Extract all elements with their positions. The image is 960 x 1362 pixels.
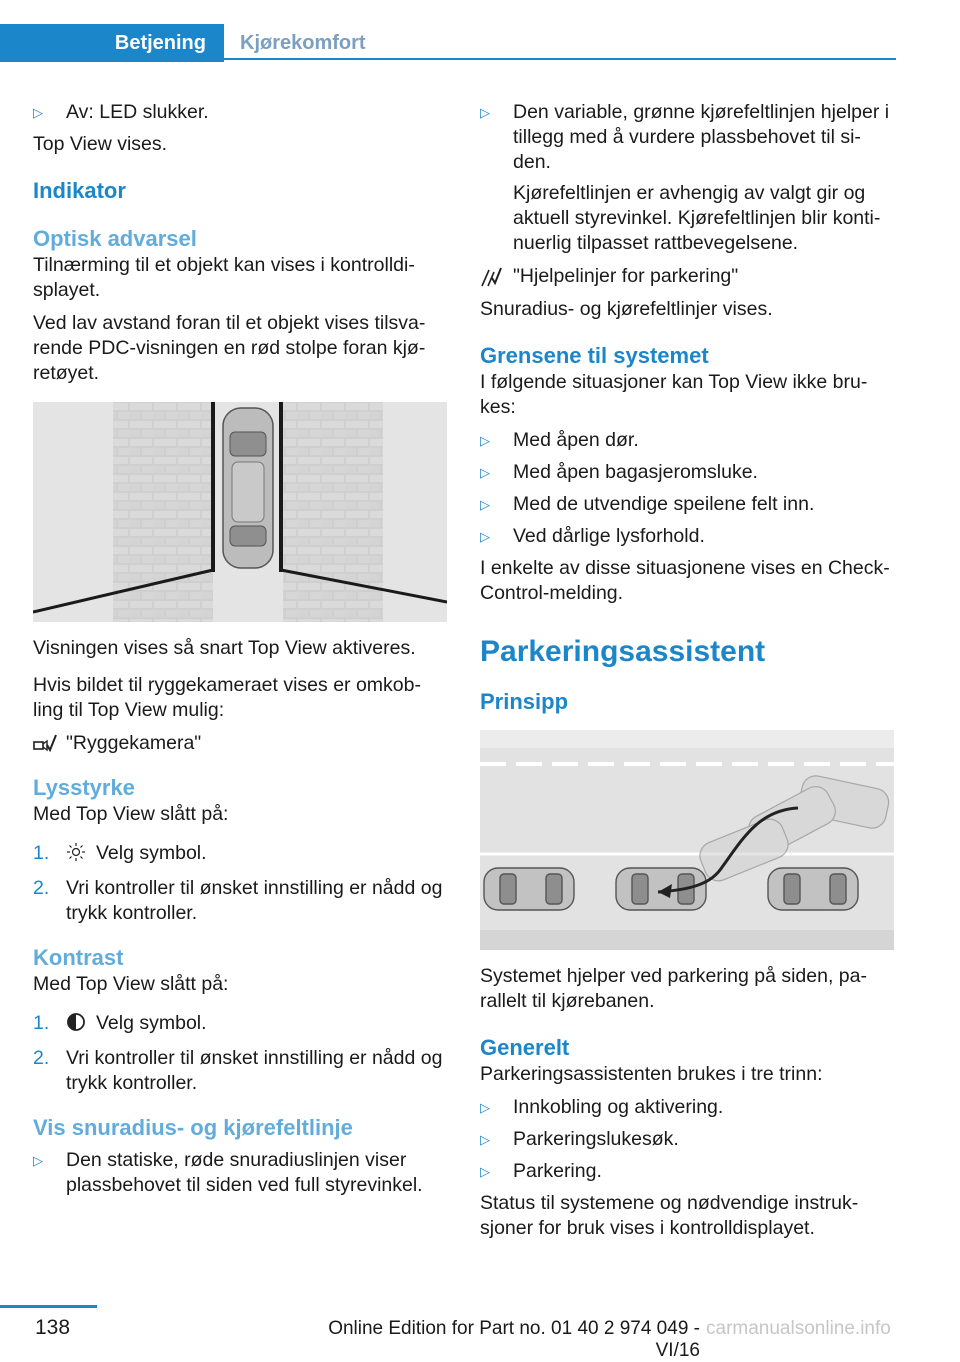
parking-figure — [480, 730, 894, 950]
paragraph: Hvis bildet til ryggekameraet vises er omkob-ling til Top View mulig: — [33, 674, 421, 721]
list-item — [480, 428, 896, 453]
parking-illustration — [480, 730, 894, 950]
bullet-text: Den statiske, røde snuradiuslinjen viser plassbehovet til siden ved full styrevinkel. — [66, 1149, 423, 1196]
topview-figure — [33, 402, 447, 622]
page-number: 138 — [35, 1316, 71, 1339]
list-item — [480, 1095, 896, 1120]
left-column — [33, 100, 449, 1205]
footer-rule — [0, 1305, 97, 1308]
bullet-text: Parkering. — [513, 1160, 602, 1182]
heading-optisk-advarsel: Optisk advarsel — [33, 226, 197, 251]
list-item — [480, 524, 896, 549]
sun-icon — [66, 842, 86, 869]
bullet-text: Med de utvendige speilene felt inn. — [513, 493, 815, 515]
parking-lines-icon — [480, 266, 513, 288]
bullet-text: Ved dårlige lysforhold. — [513, 525, 705, 547]
step-text: Velg symbol. — [96, 842, 207, 864]
step-text: Velg symbol. — [96, 1012, 207, 1034]
step-number: 2. — [33, 1047, 50, 1069]
list-item — [33, 1046, 449, 1096]
list-item — [33, 841, 449, 869]
camera-menu-icon — [33, 733, 66, 755]
list-item — [33, 1148, 449, 1198]
list-item — [33, 1011, 449, 1039]
paragraph: Snuradius- og kjørefeltlinjer vises. — [480, 298, 773, 320]
step-number: 2. — [33, 877, 50, 899]
tab-betjening[interactable]: Betjening — [0, 24, 224, 62]
chapter-tab-bar — [0, 24, 896, 62]
triangle-right-icon: ▷ — [33, 1153, 43, 1168]
list-item — [33, 876, 449, 926]
bullet-text: Den variable, grønne kjørefeltlinjen hjelper i tillegg med å vurdere plassbehovet til si-den. — [513, 101, 890, 173]
list-item — [33, 100, 449, 125]
heading-indikator: Indikator — [33, 178, 126, 203]
watermark: carmanualsonline.info — [706, 1318, 891, 1339]
step-number: 1. — [33, 1012, 50, 1034]
paragraph: Parkeringsassistenten brukes i tre trinn: — [480, 1063, 823, 1085]
menu-label: "Ryggekamera" — [66, 732, 202, 754]
bullet-text: Parkeringslukesøk. — [513, 1128, 679, 1150]
menu-label: "Hjelpelinjer for parkering" — [513, 265, 739, 287]
triangle-right-icon: ▷ — [480, 497, 490, 512]
heading-grensene: Grensene til systemet — [480, 343, 709, 368]
paragraph: Status til systemene og nødvendige instruk-sjoner for bruk vises i kontrolldisplayet. — [480, 1192, 859, 1239]
heading-parkeringsassistent: Parkeringsassistent — [480, 635, 766, 668]
list-item — [480, 1159, 896, 1184]
triangle-right-icon: ▷ — [33, 105, 43, 120]
paragraph: Med Top View slått på: — [33, 973, 229, 995]
step-text: Vri kontroller til ønsket innstilling er nådd og trykk kontroller. — [66, 1047, 443, 1094]
bullet-text: Innkobling og aktivering. — [513, 1096, 724, 1118]
triangle-right-icon: ▷ — [480, 105, 490, 120]
step-number: 1. — [33, 842, 50, 864]
paragraph: Ved lav avstand foran til et objekt vises tilsva-rende PDC-visningen en rød stolpe foran kjø-retøyet. — [33, 312, 426, 384]
step-text: Vri kontroller til ønsket innstilling er nådd og trykk kontroller. — [66, 877, 443, 924]
triangle-right-icon: ▷ — [480, 433, 490, 448]
edition-text: Online Edition for Part no. 01 40 2 974 049 - VI/16 — [328, 1318, 700, 1361]
paragraph: Tilnærming til et objekt kan vises i kontrolldi-splayet. — [33, 254, 415, 301]
triangle-right-icon: ▷ — [480, 529, 490, 544]
list-item — [480, 100, 896, 175]
heading-lysstyrke: Lysstyrke — [33, 775, 135, 800]
list-item — [480, 492, 896, 517]
paragraph: Top View vises. — [33, 133, 168, 155]
paragraph: Systemet hjelper ved parkering på siden, pa-rallelt til kjørebanen. — [480, 965, 867, 1012]
paragraph: Med Top View slått på: — [33, 803, 229, 825]
bullet-text: Av: LED slukker. — [66, 101, 209, 123]
heading-generelt: Generelt — [480, 1035, 570, 1060]
heading-kontrast: Kontrast — [33, 945, 124, 970]
topview-illustration — [33, 402, 447, 622]
right-column — [480, 100, 896, 1249]
list-item — [480, 460, 896, 485]
contrast-icon — [66, 1012, 86, 1039]
heading-prinsipp: Prinsipp — [480, 689, 569, 714]
triangle-right-icon: ▷ — [480, 465, 490, 480]
menu-item-hjelpelinjer — [480, 264, 896, 289]
bullet-text: Med åpen dør. — [513, 429, 639, 451]
triangle-right-icon: ▷ — [480, 1132, 490, 1147]
menu-item-ryggekamera — [33, 731, 449, 756]
paragraph: I følgende situasjoner kan Top View ikke bru-kes: — [480, 371, 868, 418]
tab-kjorekomfort[interactable]: Kjørekomfort — [224, 24, 896, 60]
heading-vis-snuradius: Vis snuradius- og kjørefeltlinje — [33, 1115, 353, 1140]
paragraph: Visningen vises så snart Top View aktiveres. — [33, 637, 416, 659]
triangle-right-icon: ▷ — [480, 1100, 490, 1115]
paragraph: Kjørefeltlinjen er avhengig av valgt gir og aktuell styrevinkel. Kjørefeltlinjen blir konti-nuerlig tilpasset rattbevegelsene. — [513, 182, 881, 254]
triangle-right-icon: ▷ — [480, 1164, 490, 1179]
list-item — [480, 1127, 896, 1152]
paragraph: I enkelte av disse situasjonene vises en Check-Control-melding. — [480, 557, 890, 604]
bullet-text: Med åpen bagasjeromsluke. — [513, 461, 758, 483]
